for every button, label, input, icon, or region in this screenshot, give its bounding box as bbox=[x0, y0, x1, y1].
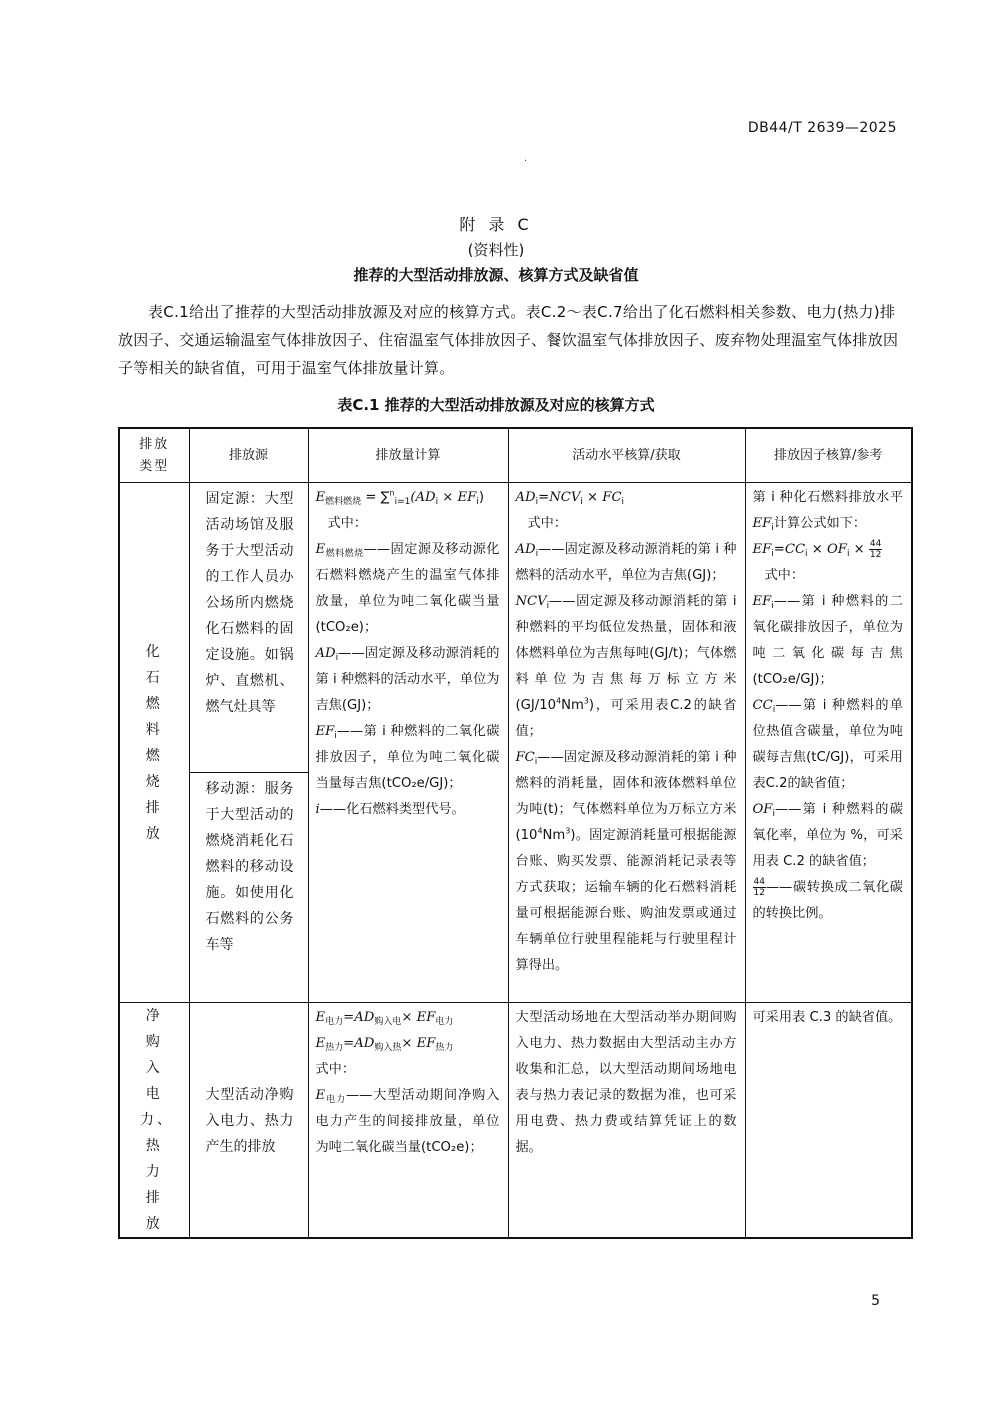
factor-calc-fossil bbox=[745, 483, 912, 1003]
activity-formula: $AD_i=NCV_i \times FC_i$ bbox=[515, 490, 625, 507]
definition-ncv: $NCV_i——$固定源及移动源消耗的第 i 种燃料的平均低位发热量，固体和液体燃料单位为吉焦每吨(GJ/t)；气体燃料单位为吉焦每万标立方米$(GJ/10^4Nm^3)$，可采用表C.2的缺省值； bbox=[515, 594, 737, 739]
emission-calc-fossil bbox=[308, 483, 508, 1003]
where-label: 式中： bbox=[764, 568, 805, 583]
definition-fc: $FC_i——$固定源及移动源消耗的第 i 种燃料的消耗量，固体和液体燃料单位为吨(t)；气体燃料单位为万标立方米$(10^4Nm^3)$。固定源消耗量可根据能源台账、购买发票、能源消耗记录表等方式获取；运输车辆的化石燃料消耗量可根据能源台账、购油发票或通过车辆单位行驶里程能耗与行驶里程计算得出。 bbox=[515, 750, 737, 973]
header-emission-calculation: 排放量计算 bbox=[308, 428, 508, 483]
factor-formula: $EF_i=CC_i \times OF_i$ × $\frac{44}{12}$ bbox=[752, 538, 882, 560]
definition-i: i——化石燃料类型代号。 bbox=[315, 802, 465, 817]
header-emission-type: 排放类型 bbox=[119, 428, 189, 483]
source-mobile: 移动源：服务于大型活动的燃烧消耗化石燃料的移动设施。如使用化石燃料的公务车等 bbox=[189, 773, 308, 1003]
category-electricity-heat: 净购入电力、热力排放 bbox=[119, 1003, 189, 1239]
definition-ratio: $\frac{44}{12}$ ——碳转换成二氧化碳的转换比例。 bbox=[752, 876, 903, 921]
appendix-title: 附 录 C bbox=[459, 215, 533, 234]
definition-ef: $EF_i——$第 i 种燃料的二氧化碳排放因子，单位为吨二氧化碳当量每吉焦(tCO₂e/GJ)； bbox=[315, 724, 500, 791]
intro-paragraph: 表C.1给出了推荐的大型活动排放源及对应的核算方式。表C.2～表C.7给出了化石燃料相关参数、电力(热力)排放因子、交通运输温室气体排放因子、住宿温室气体排放因子、餐饮温室气体排放因子、废弃物处理温室气体排放因子等相关的缺省值，可用于温室气体排放量计算。 bbox=[118, 303, 899, 377]
document-code: DB44/T 2639—2025 bbox=[747, 120, 897, 136]
definition-cc: $CC_i——$第 i 种燃料的单位热值含碳量，单位为吨碳每吉焦(tC/GJ)，可采用表C.2的缺省值； bbox=[752, 698, 903, 791]
dot-mark: . bbox=[524, 153, 528, 164]
definition-of: $OF_i——$第 i 种燃料的碳氧化率，单位为 %，可采用表 C.2 的缺省值； bbox=[752, 802, 903, 869]
activity-electricity: 大型活动场地在大型活动举办期间购入电力、热力数据由大型活动主办方收集和汇总，以大型活动期间场地电表与热力表记录的数据为准，也可采用电费、热力费或结算凭证上的数据。 bbox=[508, 1003, 745, 1239]
table-row bbox=[119, 1003, 912, 1239]
page-number: 5 bbox=[871, 1293, 880, 1309]
header-activity-level: 活动水平核算/获取 bbox=[508, 428, 745, 483]
emission-source-table bbox=[118, 427, 913, 1239]
header-emission-factor: 排放因子核算/参考 bbox=[745, 428, 912, 483]
source-fixed: 固定源：大型活动场馆及服务于大型活动的工作人员办公场所内燃烧化石燃料的固定设施。如锅炉、直燃机、燃气灶具等 bbox=[189, 483, 308, 773]
fraction-44-12: $\frac{44}{12}$ bbox=[753, 876, 765, 898]
definition-ad: $AD_i——$固定源及移动源消耗的第 i 种燃料的活动水平，单位为吉焦(GJ)； bbox=[315, 646, 500, 713]
electricity-formula: $E_{电力}=AD_{购入电}\times EF_{电力}$ bbox=[315, 1010, 454, 1027]
header-emission-source: 排放源 bbox=[189, 428, 308, 483]
heat-formula: $E_{热力}=AD_{购入热}\times EF_{热力}$ bbox=[315, 1036, 454, 1053]
source-electricity-heat: 大型活动净购入电力、热力产生的排放 bbox=[189, 1003, 308, 1239]
category-fossil-fuel: 化石燃料燃烧排放 bbox=[119, 483, 189, 1003]
emission-formula: $E_{燃料燃烧} = \sum^n_{i=1}(AD_i \times EF_i)$ bbox=[315, 488, 484, 507]
factor-intro: 第 i 种化石燃料排放水平$EF_i$计算公式如下： bbox=[752, 490, 903, 533]
activity-calc-fossil bbox=[508, 483, 745, 1003]
where-label: 式中： bbox=[315, 1062, 356, 1077]
where-label: 式中： bbox=[527, 516, 568, 531]
factor-electricity: 可采用表 C.3 的缺省值。 bbox=[745, 1003, 912, 1239]
emission-calc-electricity bbox=[308, 1003, 508, 1239]
definition-ef: $EF_i——$第 i 种燃料的二氧化碳排放因子，单位为吨二氧化碳每吉焦(tCO₂e/GJ)； bbox=[752, 594, 903, 687]
table-caption: 表C.1 推荐的大型活动排放源及对应的核算方式 bbox=[337, 396, 655, 414]
appendix-heading: 推荐的大型活动排放源、核算方式及缺省值 bbox=[353, 266, 639, 284]
fraction-44-12: $\frac{44}{12}$ bbox=[869, 538, 882, 560]
definition-e: $E_{燃料燃烧}——$固定源及移动源化石燃料燃烧产生的温室气体排放量，单位为吨二氧化碳当量(tCO₂e)； bbox=[315, 542, 500, 635]
definition-e-electricity: $E_{电力}——$大型活动期间净购入电力产生的间接排放量，单位为吨二氧化碳当量(tCO₂e)； bbox=[315, 1088, 500, 1155]
table-header-row bbox=[119, 428, 912, 483]
table-row bbox=[119, 483, 912, 773]
definition-ad: $AD_i——$固定源及移动源消耗的第 i 种燃料的活动水平，单位为吉焦(GJ)； bbox=[515, 542, 737, 583]
where-label: 式中： bbox=[327, 516, 368, 531]
appendix-nature: (资料性) bbox=[467, 241, 525, 259]
